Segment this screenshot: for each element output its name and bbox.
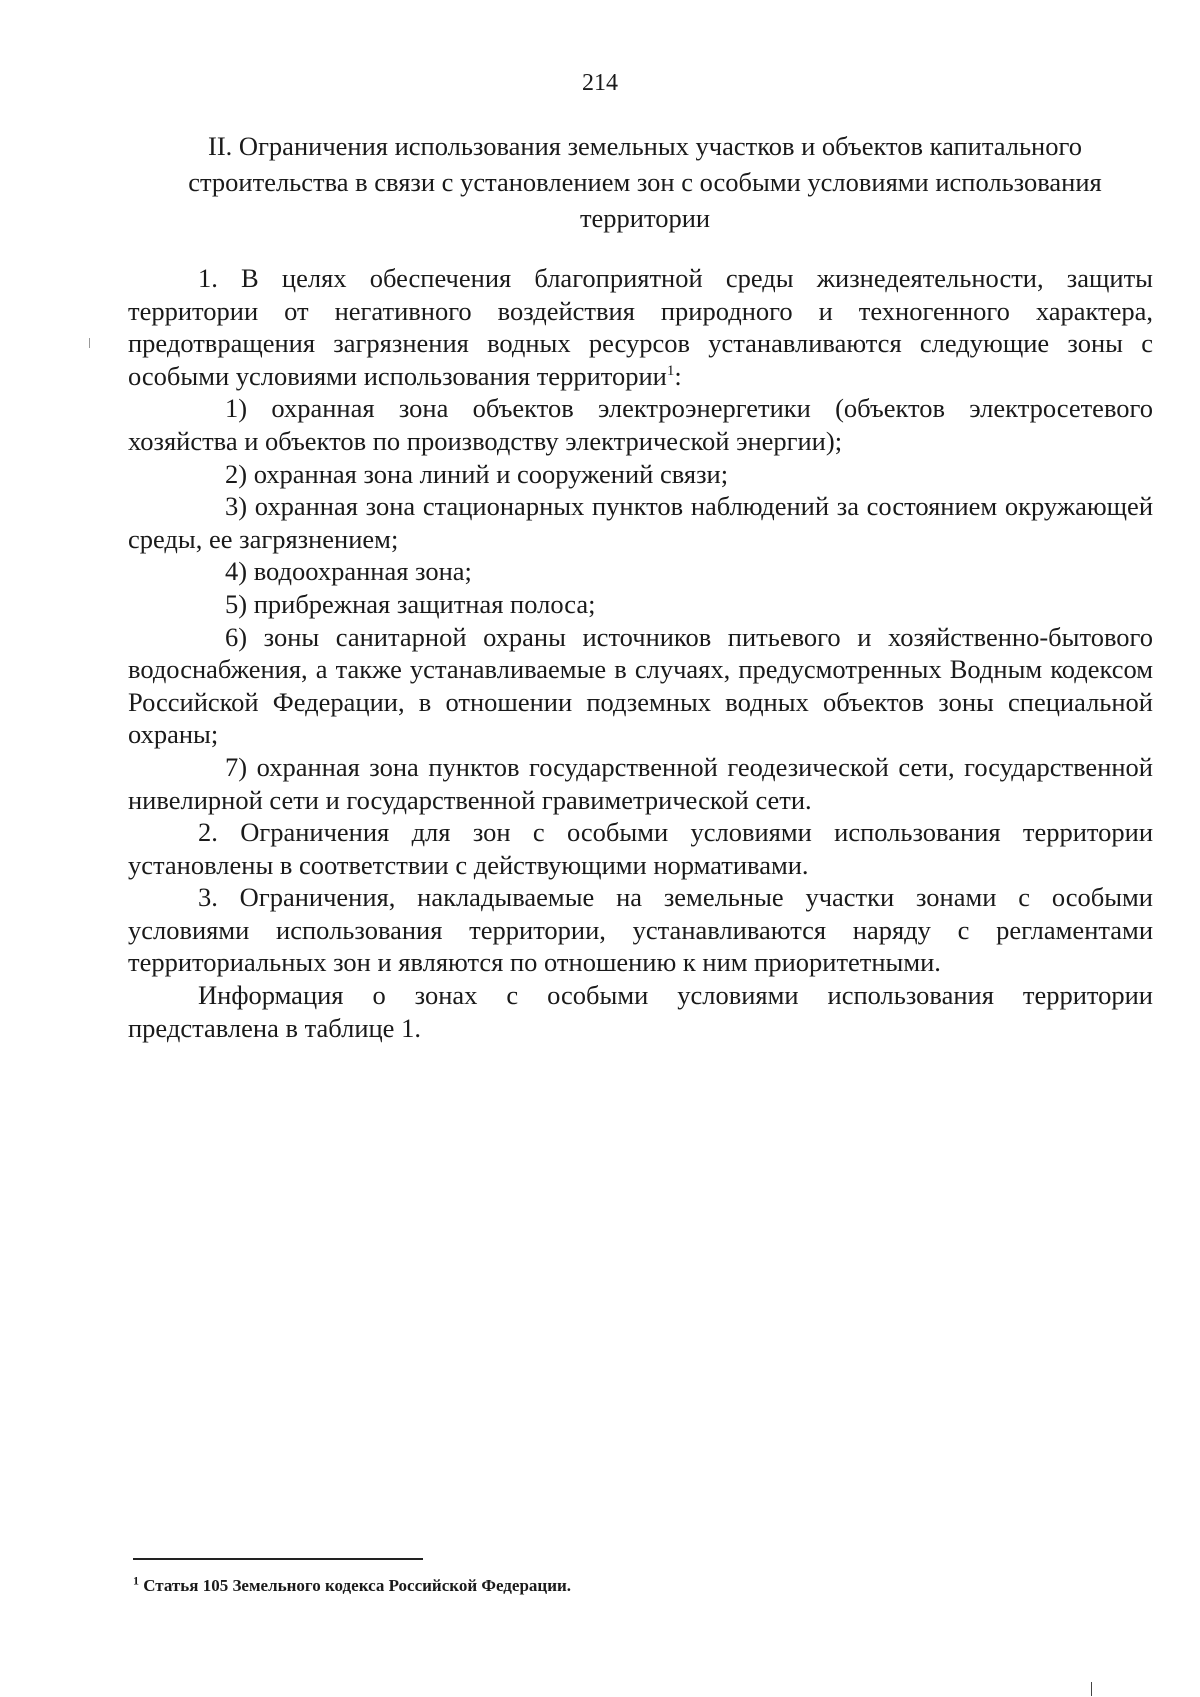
scan-artifact-mark	[1091, 1682, 1092, 1696]
zone-item-4: 4) водоохранная зона;	[225, 556, 472, 587]
zone-item-6: 6) зоны санитарной охраны источников питьевого и хозяйственно-бытового водоснабжения, а также устанавливаемые в случаях, предусмотренных Водным кодексом Российской Федерации, в отношении подземных водных объектов зоны специальной охраны;	[128, 621, 1153, 750]
paragraph-info: Информация о зонах с особыми условиями использования территории представлена в таблице 1.	[128, 980, 1153, 1043]
zone-item-2: 2) охранная зона линий и сооружений связи;	[225, 458, 729, 489]
scan-artifact-mark	[89, 338, 90, 348]
zone-item-3: 3) охранная зона стационарных пунктов наблюдений за состоянием окружающей среды, ее загрязнением;	[128, 491, 1153, 554]
footnote	[133, 1573, 572, 1596]
paragraph-point-3: 3. Ограничения, накладываемые на земельные участки зонами с особыми условиями использования территории, устанавливаются наряду с регламентами территориальных зон и являются по отношению к ним приоритетными.	[128, 882, 1153, 978]
zone-item-1: 1) охранная зона объектов электроэнергетики (объектов электросетевого хозяйства и объектов по производству электрической энергии);	[128, 393, 1153, 456]
section-heading: II. Ограничения использования земельных участков и объектов капитального строительства в связи с установлением зон с особыми условиями использования территории	[188, 131, 1102, 233]
point-1-tail: :	[674, 360, 682, 391]
footnote-number: 1	[133, 1573, 139, 1588]
body-text	[128, 262, 1153, 1044]
point-1-text: 1. В целях обеспечения благоприятной среды жизнедеятельности, защиты территории от негативного воздействия природного и техногенного характера, предотвращения загрязнения водных ресурсов устанавливаются следующие зоны с особыми условиями использования территории	[128, 263, 1153, 391]
zone-item-5: 5) прибрежная защитная полоса;	[225, 588, 596, 619]
footnote-reference: 1	[666, 362, 675, 379]
page-number: 214	[582, 70, 618, 96]
paragraph-point-2: 2. Ограничения для зон с особыми условиями использования территории установлены в соответствии с действующими нормативами.	[128, 817, 1153, 880]
paragraph-point-1	[128, 262, 1153, 392]
footnote-text: Статья 105 Земельного кодекса Российской Федерации.	[143, 1576, 572, 1595]
footnote-divider	[133, 1558, 423, 1560]
zone-item-7: 7) охранная зона пунктов государственной геодезической сети, государственной нивелирной сети и государственной гравиметрической сети.	[128, 751, 1153, 815]
